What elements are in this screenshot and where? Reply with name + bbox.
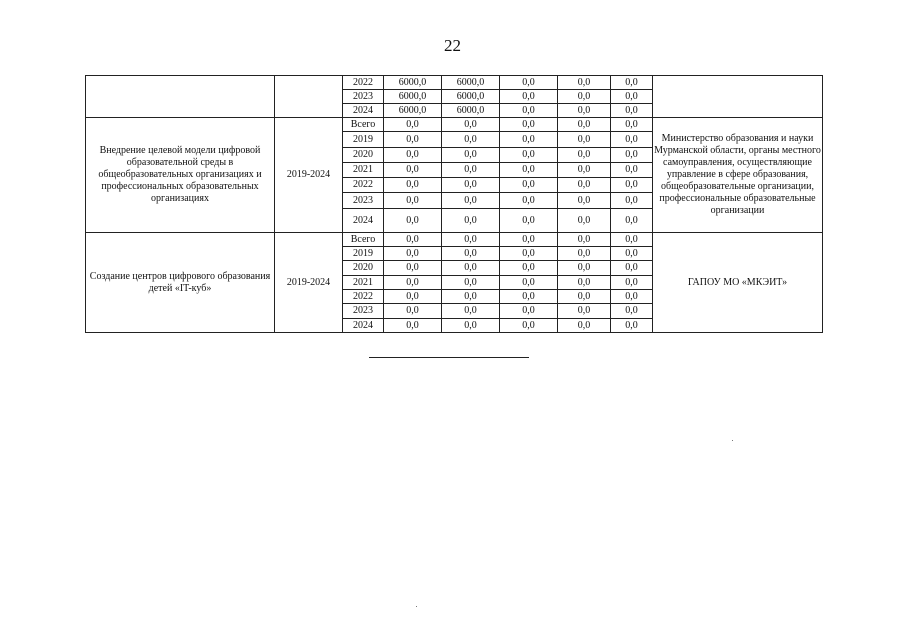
amount-cell: 0,0 [558,76,611,90]
amount-cell: 0,0 [384,290,442,304]
amount-cell: 0,0 [500,76,558,90]
table-row [86,233,823,247]
amount-cell: 0,0 [384,163,442,178]
year-cell: 2022 [343,290,384,304]
table-body [86,76,823,333]
amount-cell: 0,0 [558,247,611,261]
amount-cell: 0,0 [500,178,558,193]
amount-cell: 0,0 [558,193,611,209]
executor-cell: Министерство образования и науки Мурманской области, органы местного самоуправления, осуществляющие управление в сфере образования, общеобразовательные организации, профессиональные образовательные организации [653,118,823,233]
year-cell: 2022 [343,76,384,90]
amount-cell: 0,0 [442,209,500,233]
amount-cell: 0,0 [611,319,653,333]
amount-cell: 0,0 [611,290,653,304]
amount-cell: 0,0 [558,90,611,104]
amount-cell: 0,0 [384,118,442,132]
amount-cell: 0,0 [442,304,500,319]
amount-cell: 0,0 [500,163,558,178]
executor-cell [653,76,823,118]
year-cell: 2024 [343,209,384,233]
amount-cell: 0,0 [611,76,653,90]
amount-cell: 0,0 [558,118,611,132]
amount-cell: 0,0 [442,319,500,333]
amount-cell: 0,0 [500,304,558,319]
amount-cell: 0,0 [442,261,500,276]
amount-cell: 0,0 [558,319,611,333]
amount-cell: 0,0 [442,276,500,290]
amount-cell: 0,0 [611,148,653,163]
amount-cell: 0,0 [611,261,653,276]
amount-cell: 0,0 [611,233,653,247]
amount-cell: 0,0 [500,209,558,233]
amount-cell: 0,0 [500,104,558,118]
year-cell: 2023 [343,193,384,209]
program-budget-table [85,75,823,333]
table-row [86,118,823,132]
amount-cell: 0,0 [442,290,500,304]
amount-cell: 0,0 [384,193,442,209]
amount-cell: 0,0 [558,178,611,193]
amount-cell: 0,0 [384,148,442,163]
period-cell: 2019-2024 [275,118,343,233]
amount-cell: 0,0 [611,90,653,104]
amount-cell: 0,0 [558,132,611,148]
amount-cell: 0,0 [611,304,653,319]
amount-cell: 0,0 [558,148,611,163]
amount-cell: 0,0 [500,276,558,290]
amount-cell: 6000,0 [384,76,442,90]
amount-cell: 0,0 [611,193,653,209]
table-row [86,76,823,90]
amount-cell: 0,0 [611,163,653,178]
amount-cell: 6000,0 [442,90,500,104]
measure-name-cell [86,76,275,118]
amount-cell: 0,0 [384,233,442,247]
year-cell: 2022 [343,178,384,193]
year-cell: 2019 [343,247,384,261]
year-cell: 2019 [343,132,384,148]
amount-cell: 0,0 [558,261,611,276]
amount-cell: 0,0 [558,290,611,304]
amount-cell: 0,0 [611,178,653,193]
amount-cell: 0,0 [442,178,500,193]
amount-cell: 6000,0 [442,104,500,118]
year-cell: 2024 [343,319,384,333]
amount-cell: 0,0 [558,163,611,178]
period-cell [275,76,343,118]
period-cell: 2019-2024 [275,233,343,333]
amount-cell: 0,0 [611,132,653,148]
amount-cell: 0,0 [500,247,558,261]
year-cell: 2020 [343,261,384,276]
measure-name-cell: Создание центров цифрового образования детей «IT-куб» [86,233,275,333]
amount-cell: 0,0 [442,148,500,163]
amount-cell: 0,0 [500,90,558,104]
amount-cell: 0,0 [500,132,558,148]
measure-name-cell: Внедрение целевой модели цифровой образовательной среды в общеобразовательных организациях и профессиональных образовательных организациях [86,118,275,233]
amount-cell: 0,0 [384,132,442,148]
scan-speck [732,440,733,441]
scan-speck [416,606,417,607]
amount-cell: 0,0 [558,276,611,290]
amount-cell: 6000,0 [384,90,442,104]
year-cell: 2020 [343,148,384,163]
amount-cell: 0,0 [558,209,611,233]
amount-cell: 0,0 [384,178,442,193]
amount-cell: 0,0 [611,276,653,290]
year-cell: Всего [343,233,384,247]
amount-cell: 0,0 [442,163,500,178]
amount-cell: 0,0 [442,193,500,209]
year-cell: 2023 [343,90,384,104]
amount-cell: 0,0 [384,304,442,319]
amount-cell: 0,0 [558,104,611,118]
amount-cell: 0,0 [384,319,442,333]
amount-cell: 0,0 [500,319,558,333]
page-number: 22 [444,36,461,55]
amount-cell: 0,0 [442,118,500,132]
amount-cell: 0,0 [500,290,558,304]
amount-cell: 0,0 [558,304,611,319]
amount-cell: 0,0 [500,148,558,163]
amount-cell: 0,0 [611,104,653,118]
amount-cell: 0,0 [384,209,442,233]
executor-cell: ГАПОУ МО «МКЭИТ» [653,233,823,333]
amount-cell: 0,0 [558,233,611,247]
amount-cell: 0,0 [500,118,558,132]
year-cell: 2021 [343,163,384,178]
amount-cell: 0,0 [611,209,653,233]
year-cell: 2024 [343,104,384,118]
year-cell: Всего [343,118,384,132]
amount-cell: 0,0 [442,247,500,261]
amount-cell: 0,0 [384,261,442,276]
amount-cell: 0,0 [442,132,500,148]
amount-cell: 0,0 [500,261,558,276]
amount-cell: 0,0 [442,233,500,247]
amount-cell: 0,0 [611,118,653,132]
amount-cell: 0,0 [384,276,442,290]
amount-cell: 0,0 [611,247,653,261]
year-cell: 2023 [343,304,384,319]
amount-cell: 0,0 [500,193,558,209]
year-cell: 2021 [343,276,384,290]
end-of-table-rule [369,357,529,358]
amount-cell: 0,0 [384,247,442,261]
amount-cell: 6000,0 [442,76,500,90]
amount-cell: 6000,0 [384,104,442,118]
amount-cell: 0,0 [500,233,558,247]
